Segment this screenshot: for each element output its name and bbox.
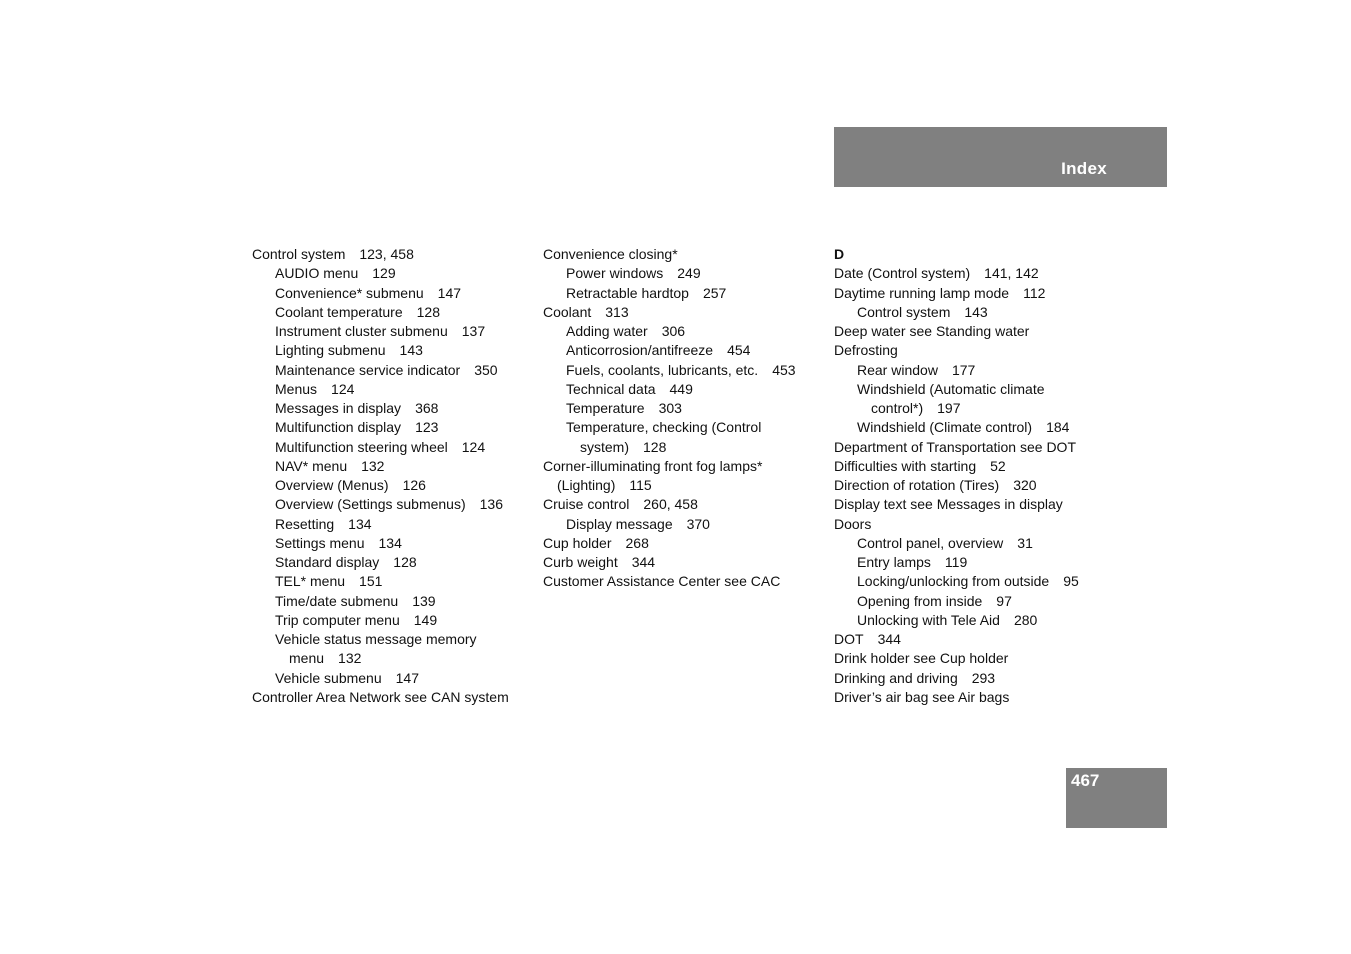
index-page-ref: 134 <box>348 515 372 532</box>
index-page-ref: 134 <box>378 534 402 551</box>
index-term: menu <box>289 650 325 667</box>
index-term: TEL* menu <box>275 573 346 590</box>
index-term: Fuels, coolants, lubricants, etc. <box>566 361 759 378</box>
index-entry <box>543 380 825 399</box>
index-term: Cup holder <box>543 534 612 551</box>
index-term: Control panel, overview <box>857 534 1004 551</box>
index-column-3 <box>834 245 1134 707</box>
index-page-ref: 313 <box>605 303 629 320</box>
index-entry <box>834 495 1134 514</box>
index-term: Department of Transportation see DOT <box>834 438 1076 455</box>
index-page-ref: 141, 142 <box>984 265 1039 282</box>
index-term: Multifunction display <box>275 419 402 436</box>
index-entry <box>834 418 1134 437</box>
index-term: Display message <box>566 515 673 532</box>
index-term: Control system <box>252 246 346 262</box>
index-entry <box>252 495 534 514</box>
index-entry <box>543 399 825 418</box>
index-term: Anticorrosion/antifreeze <box>566 342 714 359</box>
index-page-ref: 143 <box>399 342 423 359</box>
index-entry <box>834 264 1134 283</box>
index-term: Convenience* submenu <box>275 284 424 301</box>
index-page-ref: 257 <box>702 284 727 301</box>
index-term: Opening from inside <box>857 592 983 609</box>
page-title: Index <box>1061 159 1107 178</box>
index-page-ref: 136 <box>479 496 503 513</box>
index-entry <box>252 611 534 630</box>
index-entry <box>252 572 534 591</box>
index-entry <box>252 457 534 476</box>
index-term: Control system <box>857 303 951 320</box>
index-term: (Lighting) <box>557 477 616 493</box>
index-term: Difficulties with starting <box>834 457 977 474</box>
index-entry <box>252 380 534 399</box>
index-entry <box>543 341 825 360</box>
index-entry <box>252 322 534 341</box>
index-term: Unlocking with Tele Aid <box>857 611 1000 628</box>
index-entry <box>543 553 825 572</box>
index-term: Temperature <box>566 400 645 416</box>
index-page-ref: 303 <box>658 400 682 416</box>
letter-heading-text: D <box>834 246 845 262</box>
index-term: Lighting submenu <box>275 342 386 359</box>
index-page-ref: 128 <box>393 554 417 570</box>
index-term: Entry lamps <box>857 554 931 570</box>
index-page-ref: 31 <box>1017 534 1033 551</box>
index-entry <box>252 399 534 418</box>
index-term: Vehicle submenu <box>275 669 382 686</box>
index-term: Power windows <box>566 265 664 282</box>
index-page-ref: 370 <box>686 515 710 532</box>
index-term: Messages in display <box>275 400 402 416</box>
index-page-ref: 249 <box>677 265 701 282</box>
index-page-ref: 97 <box>996 592 1012 609</box>
index-entry <box>834 438 1134 457</box>
index-term: DOT <box>834 631 864 647</box>
index-term: Cruise control <box>543 496 630 513</box>
index-term: Daytime running lamp mode <box>834 284 1010 301</box>
index-term: Trip computer menu <box>275 611 400 628</box>
index-term: Doors <box>834 515 872 532</box>
index-page-ref: 293 <box>971 669 996 686</box>
index-page-ref: 149 <box>413 611 438 628</box>
index-entry <box>543 322 825 341</box>
index-page-ref: 123, 458 <box>359 246 414 262</box>
index-term: Locking/unlocking from outside <box>857 573 1050 590</box>
index-page-ref: 147 <box>437 284 462 301</box>
index-entry <box>834 553 1134 572</box>
index-term: Menus <box>275 380 318 397</box>
index-entry <box>543 495 825 514</box>
index-page-ref: 123 <box>415 419 439 436</box>
index-entry <box>543 515 825 534</box>
index-page-ref: 260, 458 <box>643 496 698 513</box>
index-entry <box>252 264 534 283</box>
index-entry <box>834 515 1134 534</box>
index-entry <box>543 457 825 476</box>
index-page-ref: 139 <box>412 592 436 609</box>
index-term: control*) <box>871 400 924 416</box>
index-term: Corner-illuminating front fog lamps* <box>543 457 763 474</box>
index-page-ref: 132 <box>361 457 385 474</box>
index-entry <box>834 476 1134 495</box>
index-page-ref: 453 <box>772 361 796 378</box>
index-term: Defrosting <box>834 342 898 359</box>
index-term: Maintenance service indicator <box>275 361 461 378</box>
index-term: Windshield (Automatic climate <box>857 380 1045 397</box>
index-term: Adding water <box>566 323 648 339</box>
index-entry <box>834 361 1134 380</box>
index-entry <box>543 245 825 264</box>
index-term: Drinking and driving <box>834 669 958 686</box>
index-entry <box>834 669 1134 688</box>
index-entry <box>252 688 534 707</box>
index-entry <box>252 361 534 380</box>
index-page-ref: 320 <box>1013 477 1037 493</box>
index-page-ref: 147 <box>395 669 419 686</box>
index-entry <box>834 341 1134 360</box>
index-page-ref: 344 <box>631 554 656 570</box>
index-page-ref: 177 <box>951 361 976 378</box>
index-entry <box>543 438 825 457</box>
index-term: Controller Area Network see CAN system <box>252 688 509 705</box>
index-page-ref: 124 <box>461 438 486 455</box>
index-term: Curb weight <box>543 554 618 570</box>
index-entry <box>252 476 534 495</box>
index-term: system) <box>580 438 629 455</box>
index-term: Settings menu <box>275 534 365 551</box>
index-page-ref: 129 <box>372 265 396 282</box>
index-entry <box>834 322 1134 341</box>
index-entry <box>834 534 1134 553</box>
index-letter-heading <box>834 245 1134 264</box>
index-entry <box>834 611 1134 630</box>
page-number-box <box>1066 768 1167 828</box>
index-entry <box>252 341 534 360</box>
index-term: Vehicle status message memory <box>275 631 477 647</box>
index-page-ref: 268 <box>625 534 649 551</box>
index-term: NAV* menu <box>275 457 348 474</box>
index-page-ref: 119 <box>944 554 968 570</box>
index-entry <box>252 438 534 457</box>
index-entry <box>252 553 534 572</box>
index-page-ref: 368 <box>415 400 439 416</box>
index-entry <box>834 303 1134 322</box>
index-entry <box>834 457 1134 476</box>
index-entry <box>834 399 1134 418</box>
index-page-ref: 132 <box>338 650 362 667</box>
index-term: Windshield (Climate control) <box>857 419 1033 436</box>
index-term: Overview (Menus) <box>275 477 389 493</box>
index-term: Direction of rotation (Tires) <box>834 477 1000 493</box>
index-entry <box>834 592 1134 611</box>
index-page-ref: 95 <box>1063 573 1079 590</box>
index-entry <box>543 572 825 591</box>
index-entry <box>543 361 825 380</box>
index-term: Multifunction steering wheel <box>275 438 448 455</box>
index-term: Standard display <box>275 554 380 570</box>
index-entry <box>834 649 1134 668</box>
index-page-ref: 115 <box>629 477 652 493</box>
index-entry <box>252 649 534 668</box>
index-entry <box>834 572 1134 591</box>
index-term: Date (Control system) <box>834 265 971 282</box>
index-entry <box>252 303 534 322</box>
index-term: AUDIO menu <box>275 265 359 282</box>
index-page-ref: 306 <box>661 323 686 339</box>
index-entry <box>543 418 825 437</box>
index-page-ref: 350 <box>474 361 498 378</box>
index-page-ref: 126 <box>402 477 426 493</box>
index-page-ref: 449 <box>669 380 693 397</box>
index-entry <box>834 380 1134 399</box>
index-page-ref: 52 <box>990 457 1006 474</box>
index-entry <box>543 284 825 303</box>
index-term: Convenience closing* <box>543 246 678 262</box>
index-column-2 <box>543 245 825 592</box>
index-page-ref: 143 <box>964 303 988 320</box>
index-page-ref: 151 <box>359 573 383 590</box>
index-term: Technical data <box>566 380 656 397</box>
index-column-1 <box>252 245 534 707</box>
index-entry <box>543 534 825 553</box>
index-entry <box>834 630 1134 649</box>
index-page-ref: 344 <box>877 631 901 647</box>
index-page-ref: 184 <box>1046 419 1070 436</box>
index-term: Temperature, checking (Control <box>566 419 762 436</box>
index-entry <box>834 284 1134 303</box>
index-term: Coolant <box>543 303 592 320</box>
index-entry <box>252 630 534 649</box>
index-page-ref: 280 <box>1013 611 1038 628</box>
index-term: Rear window <box>857 361 938 378</box>
index-term: Deep water see Standing water <box>834 323 1030 339</box>
index-term: Time/date submenu <box>275 592 399 609</box>
index-term: Display text see Messages in display <box>834 496 1063 513</box>
index-page-ref: 124 <box>331 380 355 397</box>
index-page-ref: 137 <box>461 323 486 339</box>
index-entry <box>543 303 825 322</box>
index-entry <box>252 534 534 553</box>
index-page-ref: 112 <box>1023 284 1046 301</box>
index-term: Coolant temperature <box>275 303 403 320</box>
index-header-bar <box>834 127 1167 187</box>
index-entry <box>834 688 1134 707</box>
page-number: 467 <box>1071 771 1100 790</box>
index-term: Instrument cluster submenu <box>275 323 448 339</box>
index-page-ref: 454 <box>727 342 751 359</box>
index-page-ref: 128 <box>416 303 440 320</box>
index-entry <box>252 245 534 264</box>
index-term: Drink holder see Cup holder <box>834 650 1009 667</box>
index-page-ref: 197 <box>937 400 961 416</box>
index-page-ref: 128 <box>643 438 667 455</box>
index-entry <box>543 476 825 495</box>
index-term: Resetting <box>275 515 335 532</box>
index-entry <box>252 592 534 611</box>
index-term: Overview (Settings submenus) <box>275 496 466 513</box>
index-entry <box>252 669 534 688</box>
index-entry <box>252 515 534 534</box>
index-term: Retractable hardtop <box>566 284 689 301</box>
index-entry <box>252 418 534 437</box>
index-term: Customer Assistance Center see CAC <box>543 573 781 590</box>
index-term: Driver’s air bag see Air bags <box>834 688 1010 705</box>
index-entry <box>252 284 534 303</box>
index-entry <box>543 264 825 283</box>
